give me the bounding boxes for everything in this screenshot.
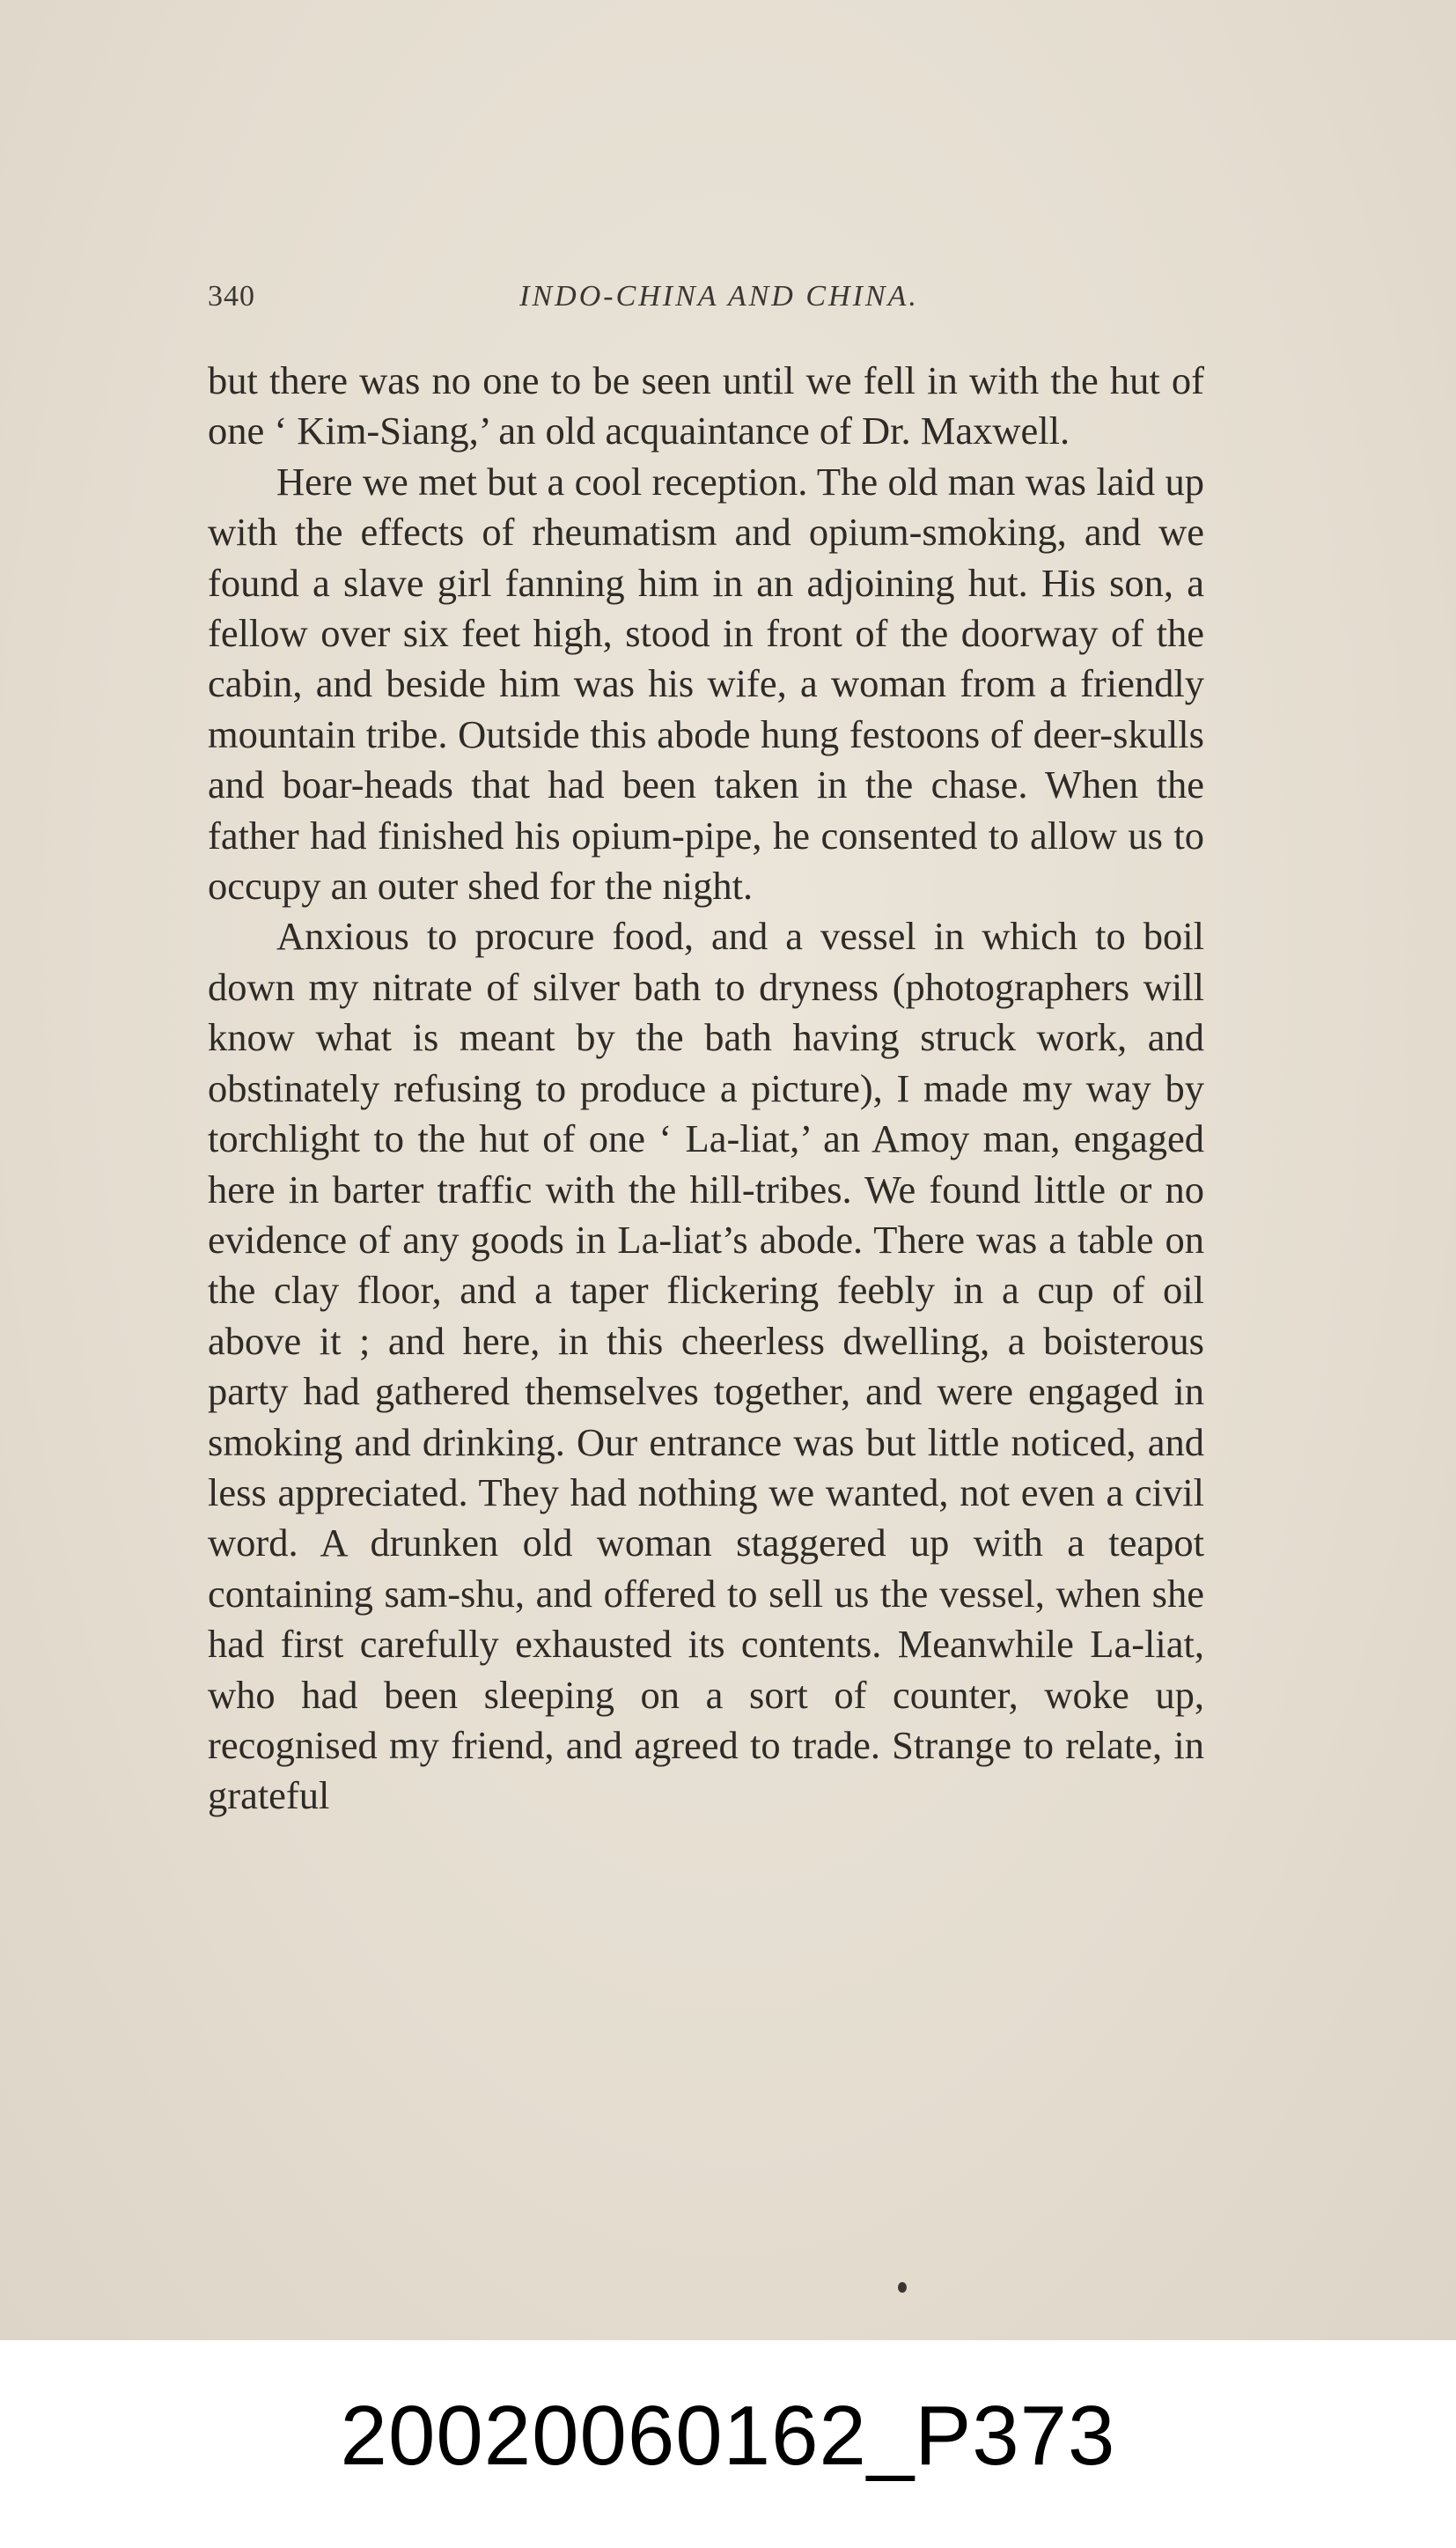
running-title: INDO-CHINA AND CHINA.: [519, 280, 919, 313]
specimen-id-label: 20020060162_P373: [340, 2389, 1116, 2483]
body-text: [208, 356, 1204, 1822]
paragraph-reception: Here we met but a cool reception. The old man was laid up with the effects of rheumatism and opium-smoking, and we found a slave girl fanning him in an adjoining hut. His son, a fellow over six feet high, stood in front of the doorway of the cabin, and beside him was his wife, a woman from a friendly mountain tribe. Outside this abode hung festoons of deer-skulls and boar-heads that had been taken in the chase. When the father had finished his opium-pipe, he consented to allow us to occupy an outer shed for the night.: [208, 459, 1204, 909]
ink-speck: [898, 2282, 907, 2293]
paragraph-continued: but there was no one to be seen until we fell in with the hut of one ‘ Kim-Siang,’ an old acquaintance of Dr. Maxwell.: [208, 358, 1204, 453]
page-number: 340: [208, 280, 255, 313]
running-head: [208, 280, 1204, 324]
paragraph-la-liat: Anxious to procure food, and a vessel in which to boil down my nitrate of silver bath to dryness (photographers will know what is meant by the bath having struck work, and obstinately refusing to produce a picture), I made my way by torchlight to the hut of one ‘ La-liat,’ an Amoy man, engaged here in barter traffic with the hill-tribes. We found little or no evidence of any goods in La-liat’s abode. There was a table on the clay floor, and a taper flickering feebly in a cup of oil above it ; and here, in this cheerless dwelling, a boisterous party had gathered themselves together, and were engaged in smoking and drinking. Our entrance was but little noticed, and less appreciated. They had nothing we wanted, not even a civil word. A drunken old woman staggered up with a teapot containing sam-shu, and offered to sell us the vessel, when she had first carefully exhausted its contents. Meanwhile La-liat, who had been sleeping on a sort of counter, woke up, recognised my friend, and agreed to trade. Strange to relate, in grateful: [208, 914, 1204, 1818]
